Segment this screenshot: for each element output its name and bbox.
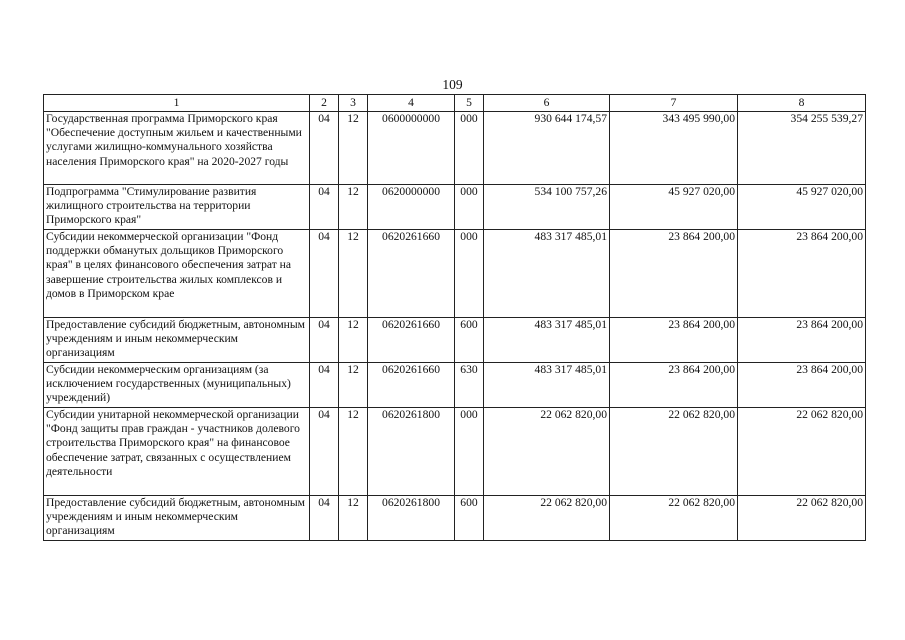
item-name: Государственная программа Приморского края "Обеспечение доступным жильем и качественными услугами жилищно-коммунального хозяйства населения Приморского края" на 2020-2027 годы: [44, 112, 310, 185]
target-article-code: 0620261800: [368, 496, 455, 541]
column-header: 3: [339, 95, 368, 112]
amount-col6: 534 100 757,26: [484, 185, 610, 230]
amount-col6: 22 062 820,00: [484, 408, 610, 496]
table-row: [44, 112, 866, 185]
item-name: Субсидии унитарной некоммерческой организации "Фонд защиты прав граждан - участников долевого строительства Приморского края" на финансовое обеспечение затрат, связанных с осуществлением деятельности: [44, 408, 310, 496]
column-header: 2: [310, 95, 339, 112]
section-code: 04: [310, 496, 339, 541]
budget-table: [43, 94, 866, 541]
amount-col6: 483 317 485,01: [484, 318, 610, 363]
target-article-code: 0620000000: [368, 185, 455, 230]
subsection-code: 12: [339, 230, 368, 318]
item-name: Субсидии некоммерческой организации "Фонд поддержки обманутых дольщиков Приморского края" в целях финансового обеспечения затрат на завершение строительства жилых комплексов и домов в Приморском крае: [44, 230, 310, 318]
amount-col6: 483 317 485,01: [484, 230, 610, 318]
section-code: 04: [310, 112, 339, 185]
amount-col8: 23 864 200,00: [738, 230, 866, 318]
item-name: Субсидии некоммерческим организациям (за исключением государственных (муниципальных) учреждений): [44, 363, 310, 408]
table-row: [44, 363, 866, 408]
amount-col6: 22 062 820,00: [484, 496, 610, 541]
amount-col8: 23 864 200,00: [738, 318, 866, 363]
section-code: 04: [310, 318, 339, 363]
target-article-code: 0620261660: [368, 363, 455, 408]
amount-col8: 23 864 200,00: [738, 363, 866, 408]
subsection-code: 12: [339, 185, 368, 230]
target-article-code: 0620261660: [368, 318, 455, 363]
expense-type-code: 600: [455, 318, 484, 363]
amount-col7: 23 864 200,00: [610, 318, 738, 363]
target-article-code: 0620261660: [368, 230, 455, 318]
section-code: 04: [310, 408, 339, 496]
expense-type-code: 000: [455, 185, 484, 230]
amount-col7: 22 062 820,00: [610, 496, 738, 541]
expense-type-code: 000: [455, 230, 484, 318]
header-row: [44, 95, 866, 112]
item-name: Предоставление субсидий бюджетным, автономным учреждениям и иным некоммерческим организациям: [44, 318, 310, 363]
table-row: [44, 408, 866, 496]
table-row: [44, 230, 866, 318]
amount-col7: 23 864 200,00: [610, 363, 738, 408]
subsection-code: 12: [339, 496, 368, 541]
column-header: 6: [484, 95, 610, 112]
table-row: [44, 496, 866, 541]
target-article-code: 0620261800: [368, 408, 455, 496]
amount-col8: 354 255 539,27: [738, 112, 866, 185]
amount-col8: 22 062 820,00: [738, 408, 866, 496]
section-code: 04: [310, 363, 339, 408]
expense-type-code: 000: [455, 408, 484, 496]
item-name: Предоставление субсидий бюджетным, автономным учреждениям и иным некоммерческим организациям: [44, 496, 310, 541]
column-header: 1: [44, 95, 310, 112]
amount-col8: 22 062 820,00: [738, 496, 866, 541]
amount-col7: 343 495 990,00: [610, 112, 738, 185]
amount-col6: 483 317 485,01: [484, 363, 610, 408]
column-header: 8: [738, 95, 866, 112]
section-code: 04: [310, 185, 339, 230]
subsection-code: 12: [339, 363, 368, 408]
table-row: [44, 318, 866, 363]
subsection-code: 12: [339, 112, 368, 185]
amount-col8: 45 927 020,00: [738, 185, 866, 230]
subsection-code: 12: [339, 318, 368, 363]
subsection-code: 12: [339, 408, 368, 496]
target-article-code: 0600000000: [368, 112, 455, 185]
expense-type-code: 600: [455, 496, 484, 541]
amount-col7: 45 927 020,00: [610, 185, 738, 230]
section-code: 04: [310, 230, 339, 318]
column-header: 7: [610, 95, 738, 112]
page-number: 109: [442, 77, 463, 92]
amount-col6: 930 644 174,57: [484, 112, 610, 185]
amount-col7: 22 062 820,00: [610, 408, 738, 496]
item-name: Подпрограмма "Стимулирование развития жилищного строительства на территории Приморского края": [44, 185, 310, 230]
expense-type-code: 000: [455, 112, 484, 185]
column-header: 4: [368, 95, 455, 112]
table-row: [44, 185, 866, 230]
amount-col7: 23 864 200,00: [610, 230, 738, 318]
expense-type-code: 630: [455, 363, 484, 408]
column-header: 5: [455, 95, 484, 112]
